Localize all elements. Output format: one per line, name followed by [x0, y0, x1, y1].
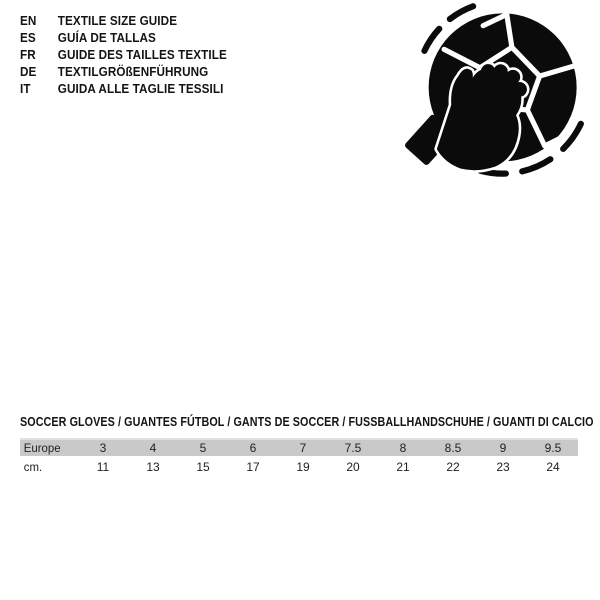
table-cell: 8: [399, 441, 407, 455]
size-table-title: SOCCER GLOVES / GUANTES FÚTBOL / GANTS DE SOCCER / FUSSBALLHANDSCHUHE / GUANTI DI CALCIO: [20, 415, 594, 429]
language-label: TEXTILGRÖßENFÜHRUNG: [57, 64, 209, 79]
row-header-europe: Europe: [23, 441, 61, 455]
language-label: TEXTILE SIZE GUIDE: [57, 13, 178, 28]
table-cell: 17: [246, 460, 260, 474]
language-row-it: [20, 80, 227, 97]
table-row-cm: [20, 456, 578, 478]
language-code: IT: [20, 81, 31, 96]
language-label: GUIDA ALLE TAGLIE TESSILI: [57, 81, 224, 96]
language-code: EN: [20, 13, 37, 28]
table-row-europe: [20, 438, 578, 456]
language-guide-list: [20, 12, 250, 97]
size-table-section: [20, 415, 594, 478]
table-cell: 9: [499, 441, 507, 455]
language-code: FR: [20, 47, 36, 62]
table-cell: 9.5: [544, 441, 562, 455]
table-cell: 20: [346, 460, 360, 474]
table-cell: 13: [146, 460, 160, 474]
language-row-es: [20, 29, 227, 46]
table-cell: 21: [396, 460, 410, 474]
table-cell: 15: [196, 460, 210, 474]
language-label: GUÍA DE TALLAS: [57, 30, 156, 45]
table-cell: 19: [296, 460, 310, 474]
table-cell: 7.5: [344, 441, 362, 455]
table-cell: 7: [299, 441, 307, 455]
language-row-de: [20, 63, 227, 80]
language-row-en: [20, 12, 227, 29]
table-cell: 8.5: [444, 441, 462, 455]
language-row-fr: [20, 46, 227, 63]
language-code: DE: [20, 64, 37, 79]
table-cell: 11: [96, 460, 110, 474]
table-cell: 4: [149, 441, 157, 455]
language-code: ES: [20, 30, 36, 45]
table-cell: 5: [199, 441, 207, 455]
table-cell: 22: [446, 460, 460, 474]
language-label: GUIDE DES TAILLES TEXTILE: [57, 47, 227, 62]
size-table: [20, 438, 578, 478]
table-cell: 23: [496, 460, 510, 474]
table-cell: 6: [249, 441, 257, 455]
table-cell: 24: [546, 460, 560, 474]
row-header-cm: cm.: [23, 460, 43, 474]
table-cell: 3: [99, 441, 107, 455]
goalkeeper-glove-soccer-ball-icon: [405, 0, 590, 185]
